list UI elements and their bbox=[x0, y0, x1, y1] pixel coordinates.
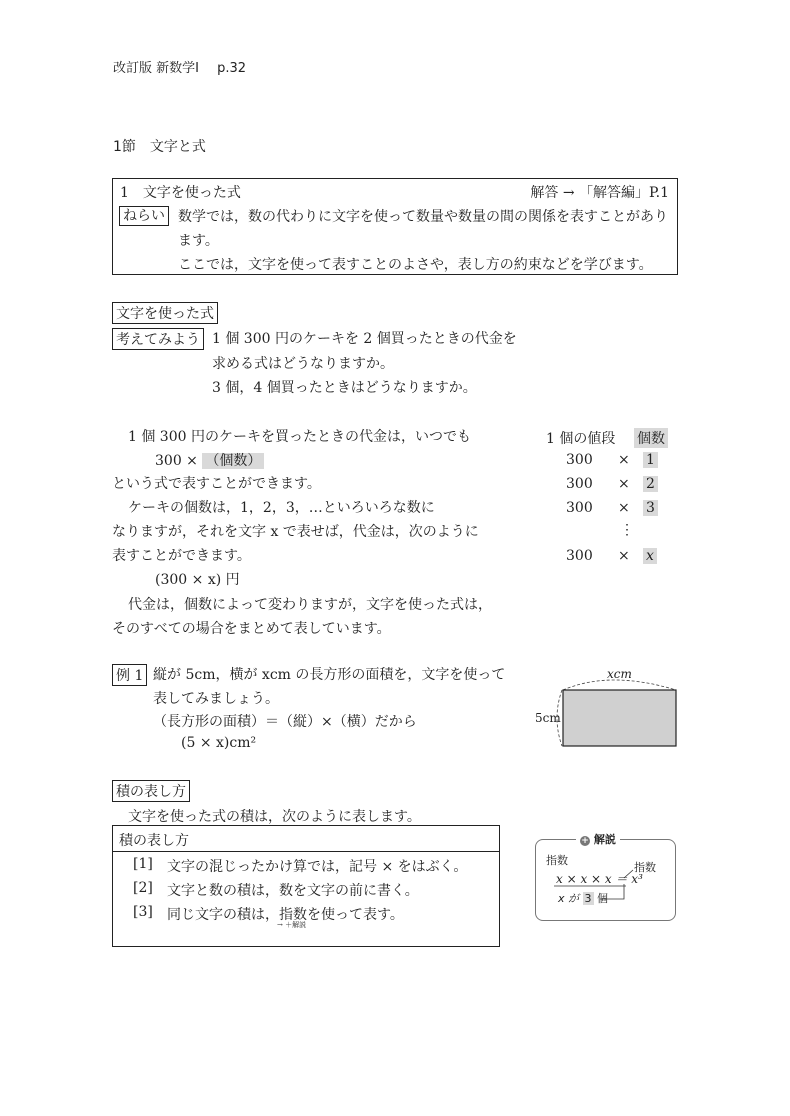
note-count-number: 3 bbox=[584, 892, 592, 905]
think-line-1: 1 個 300 円のケーキを 2 個買ったときの代金を bbox=[212, 331, 517, 347]
example-line-1: 縦が 5cm，横が xcm の長方形の面積を，文字を使って bbox=[153, 667, 506, 683]
rect-width-label: xcm bbox=[607, 667, 632, 681]
rule-3-number: [3] bbox=[133, 904, 153, 920]
note-exponent-label-left: 指数 bbox=[546, 854, 568, 867]
rules-box-title: 積の表し方 bbox=[119, 833, 189, 849]
think-line-2: 求める式はどうなりますか。 bbox=[212, 356, 394, 372]
table-row-5-op: × bbox=[618, 548, 630, 564]
topic-title: 1 文字を使った式 bbox=[120, 185, 241, 201]
explain-line-6: 表すことができます。 bbox=[112, 548, 251, 564]
rule-3-note: → ＋解説 bbox=[277, 921, 307, 929]
rule-1-number: [1] bbox=[133, 856, 153, 872]
width-brace bbox=[563, 680, 676, 690]
table-row-3-count: 3 bbox=[643, 500, 658, 516]
explain-line-9: そのすべての場合をまとめて表しています。 bbox=[112, 621, 391, 637]
sub-heading-letter-expressions: 文字を使った式 bbox=[112, 302, 218, 324]
example-line-3: （長方形の面積）＝（縦）×（横）だから bbox=[153, 714, 417, 730]
example-line-2: 表してみましょう。 bbox=[153, 691, 279, 707]
table-row-1-op: × bbox=[618, 452, 630, 468]
aim-line-2: ます。 bbox=[178, 233, 219, 249]
explain-line-4: ケーキの個数は，1，2，3，…といろいろな数に bbox=[128, 500, 435, 516]
explain-count-highlight: （個数） bbox=[202, 453, 264, 469]
section-title: 1節 文字と式 bbox=[113, 139, 206, 155]
rule-2-number: [2] bbox=[133, 880, 153, 896]
rules-box bbox=[112, 825, 500, 947]
rect-height-label: 5cm bbox=[535, 711, 561, 725]
table-row-5-price: 300 bbox=[566, 548, 593, 564]
plus-circle-icon: + bbox=[581, 836, 589, 846]
rectangle-shape bbox=[563, 690, 676, 746]
note-box-title: 解説 bbox=[593, 833, 616, 846]
rectangle-figure bbox=[530, 664, 680, 750]
explain-line-3: という式で表すことができます。 bbox=[112, 476, 321, 492]
aim-line-3: ここでは，文字を使って表すことのよさや，表し方の約束などを学びます。 bbox=[178, 257, 653, 273]
answer-reference: 解答 → 「解答編」P.1 bbox=[530, 185, 669, 201]
table-row-3-op: × bbox=[618, 500, 630, 516]
table-row-1-price: 300 bbox=[566, 452, 593, 468]
think-line-3: 3 個，4 個買ったときはどうなりますか。 bbox=[212, 380, 477, 396]
rules-box-title-bar bbox=[113, 826, 499, 852]
aim-line-1: 数学では，数の代わりに文字を使って数量や数量の間の関係を表すことがあり bbox=[178, 209, 668, 225]
rule-3-text: 同じ文字の積は，指数を使って表す。 bbox=[167, 907, 404, 923]
note-exponent-label-right: 指数 bbox=[634, 861, 656, 874]
rule-1-text: 文字の混じったかけ算では，記号 × をはぶく。 bbox=[167, 859, 468, 875]
table-row-3-price: 300 bbox=[566, 500, 593, 516]
aim-label: ねらい bbox=[119, 206, 169, 226]
explain-line-5: なりますが，それを文字 x で表せば，代金は，次のように bbox=[112, 524, 479, 540]
book-title: 改訂版 新数学Ⅰ bbox=[113, 61, 199, 76]
table-row-1-count: 1 bbox=[643, 452, 658, 468]
note-arrows bbox=[536, 840, 675, 920]
explain-line-2 bbox=[155, 450, 264, 470]
topic-box bbox=[112, 178, 678, 275]
note-count-suffix: 個 bbox=[597, 892, 609, 905]
exponent-arrow bbox=[624, 870, 633, 878]
table-row-2-price: 300 bbox=[566, 476, 593, 492]
page-header bbox=[113, 57, 246, 76]
note-box bbox=[535, 833, 676, 921]
sub-heading-product-notation: 積の表し方 bbox=[112, 780, 190, 802]
note-count-line bbox=[558, 890, 608, 906]
table-row-5-count: x bbox=[643, 548, 657, 564]
note-expression: x × x × x ＝ x³ bbox=[556, 872, 643, 886]
table-row-2-count: 2 bbox=[643, 476, 658, 492]
explain-formula-prefix: 300 × bbox=[155, 453, 198, 469]
table-row-2-op: × bbox=[618, 476, 630, 492]
table-header-count: 個数 bbox=[634, 428, 668, 448]
explain-line-8: 代金は，個数によって変わりますが，文字を使った式は， bbox=[128, 597, 492, 613]
example-line-4: (5 × x)cm² bbox=[181, 735, 257, 751]
table-ellipsis: ⋮ bbox=[620, 522, 634, 538]
table-header-price: 1 個の値段 bbox=[546, 431, 616, 447]
think-label: 考えてみよう bbox=[112, 328, 204, 350]
explain-line-1: 1 個 300 円のケーキを買ったときの代金は，いつでも bbox=[128, 429, 471, 445]
explain-line-7: (300 × x) 円 bbox=[155, 572, 240, 588]
rule-2-text: 文字と数の積は，数を文字の前に書く。 bbox=[167, 883, 419, 899]
note-count-prefix: x が bbox=[558, 892, 580, 905]
product-intro: 文字を使った式の積は，次のように表します。 bbox=[128, 809, 421, 825]
page-number: p.32 bbox=[217, 61, 247, 76]
example-label: 例 1 bbox=[112, 664, 147, 686]
